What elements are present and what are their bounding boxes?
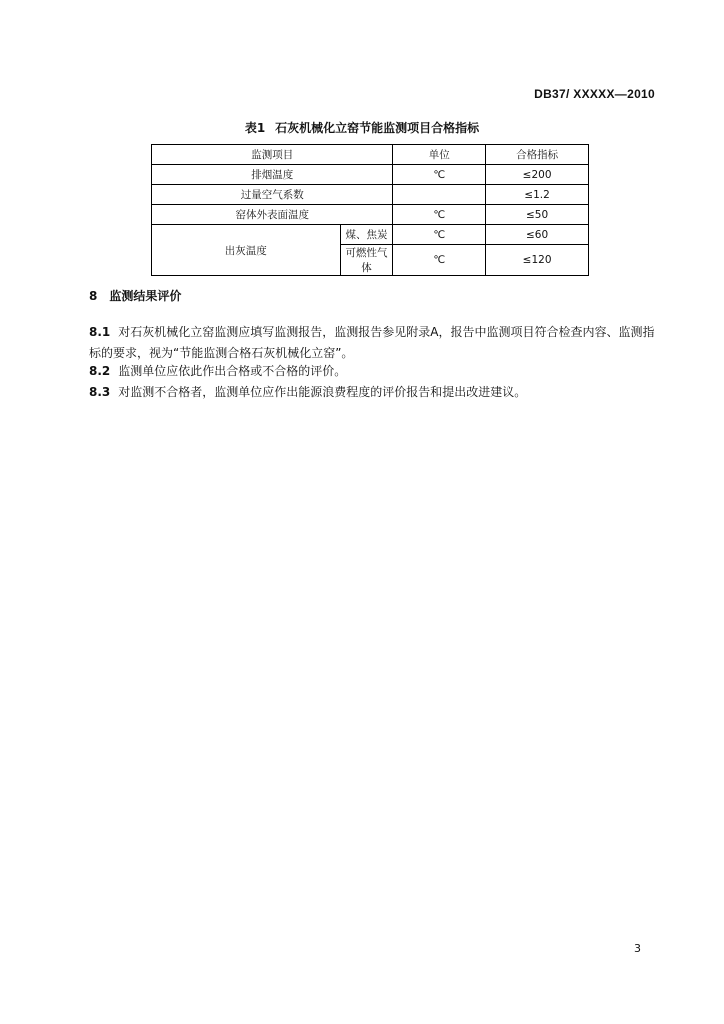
section-title: 监测结果评价 [109,289,182,303]
row-item: 排烟温度 [152,165,393,185]
section-heading [89,287,181,304]
row-limit: ≤200 [486,165,589,185]
group-label: 出灰温度 [152,225,341,276]
subrow-unit: ℃ [393,225,486,245]
standard-code: DB37/ XXXXX—2010 [534,87,655,101]
table-row [152,165,589,185]
table-row [152,205,589,225]
table-row [152,185,589,205]
clause-number: 8.3 [89,385,111,399]
header-limit: 合格指标 [486,145,589,165]
table-row [152,225,589,245]
clause-text: 对监测不合格者，监测单位应作出能源浪费程度的评价报告和提出改进建议。 [118,385,527,399]
table-title: 石灰机械化立窑节能监测项目合格指标 [275,121,480,135]
clause-number: 8.2 [89,364,111,378]
clause-number: 8.1 [89,325,111,339]
header-unit: 单位 [393,145,486,165]
subrow-limit: ≤60 [486,225,589,245]
row-unit [393,185,486,205]
table-caption [0,119,724,136]
row-item: 过量空气系数 [152,185,393,205]
row-item: 窑体外表面温度 [152,205,393,225]
paragraph-8-3 [89,382,659,403]
row-limit: ≤1.2 [486,185,589,205]
page-number: 3 [634,942,641,955]
monitoring-table [151,144,589,276]
clause-text: 对石灰机械化立窑监测应填写监测报告，监测报告参见附录A，报告中监测项目符合检查内容、监测指标的要求，视为“节能监测合格石灰机械化立窑”。 [89,325,655,360]
row-unit: ℃ [393,165,486,185]
row-limit: ≤50 [486,205,589,225]
table-header-row [152,145,589,165]
table-number: 表1 [244,121,266,135]
section-number: 8 [89,289,98,303]
subrow-item: 煤、焦炭 [340,225,393,245]
row-unit: ℃ [393,205,486,225]
header-item: 监测项目 [152,145,393,165]
subrow-item: 可燃性气体 [340,245,393,276]
clause-text: 监测单位应依此作出合格或不合格的评价。 [118,364,347,378]
paragraph-8-2 [89,361,659,382]
subrow-unit: ℃ [393,245,486,276]
paragraph-8-1 [89,322,659,364]
subrow-limit: ≤120 [486,245,589,276]
